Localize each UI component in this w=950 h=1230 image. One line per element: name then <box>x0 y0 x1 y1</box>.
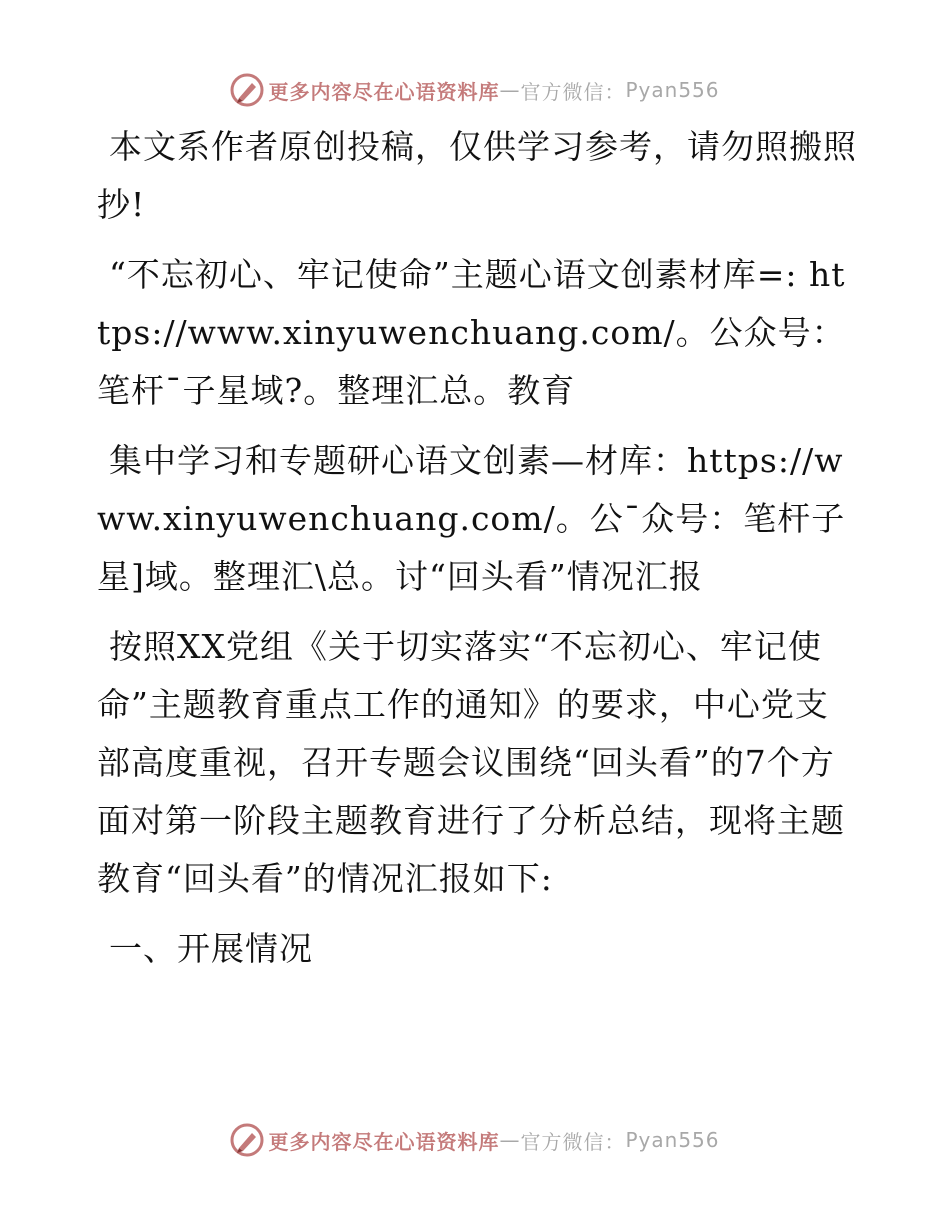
watermark-text: 更多内容尽在心语资料库 <box>268 79 500 104</box>
watermark-separator: — <box>499 1128 521 1152</box>
watermark-wechat-id: Pyan556 <box>625 78 720 102</box>
watermark-wechat-id: Pyan556 <box>625 1128 720 1152</box>
document-body <box>97 118 857 990</box>
section-heading: 一、开展情况 <box>109 929 313 968</box>
watermark-header <box>0 70 950 110</box>
pen-logo-icon <box>230 1123 264 1157</box>
pen-logo-icon <box>230 73 264 107</box>
paragraph-source-1: “不忘初心、牢记使命”主题心语文创素材库=: https://www.xinyuwenchuang.com/。公众号：笔杆¯子星域?。整理汇总。教育 <box>97 255 846 410</box>
watermark-text: 更多内容尽在心语资料库 <box>268 1129 500 1154</box>
watermark-footer <box>0 1120 950 1160</box>
watermark-wechat-label: 官方微信： <box>520 79 626 104</box>
paragraph-source-2: 集中学习和专题研心语文创素—材库：https://www.xinyuwenchuang.com/。公¯众号：笔杆子星]域。整理汇\总。讨“回头看”情况汇报 <box>97 441 846 596</box>
paragraph-disclaimer: 本文系作者原创投稿，仅供学习参考，请勿照搬照抄! <box>97 127 857 224</box>
watermark-separator: — <box>499 78 521 102</box>
watermark-wechat-label: 官方微信： <box>520 1129 626 1154</box>
paragraph-intro: 按照XX党组《关于切实落实“不忘初心、牢记使命”主题教育重点工作的通知》的要求，中心党支部高度重视，召开专题会议围绕“回头看”的7个方面对第一阶段主题教育进行了分析总结，现将主题教育“回头看”的情况汇报如下: <box>97 627 845 898</box>
